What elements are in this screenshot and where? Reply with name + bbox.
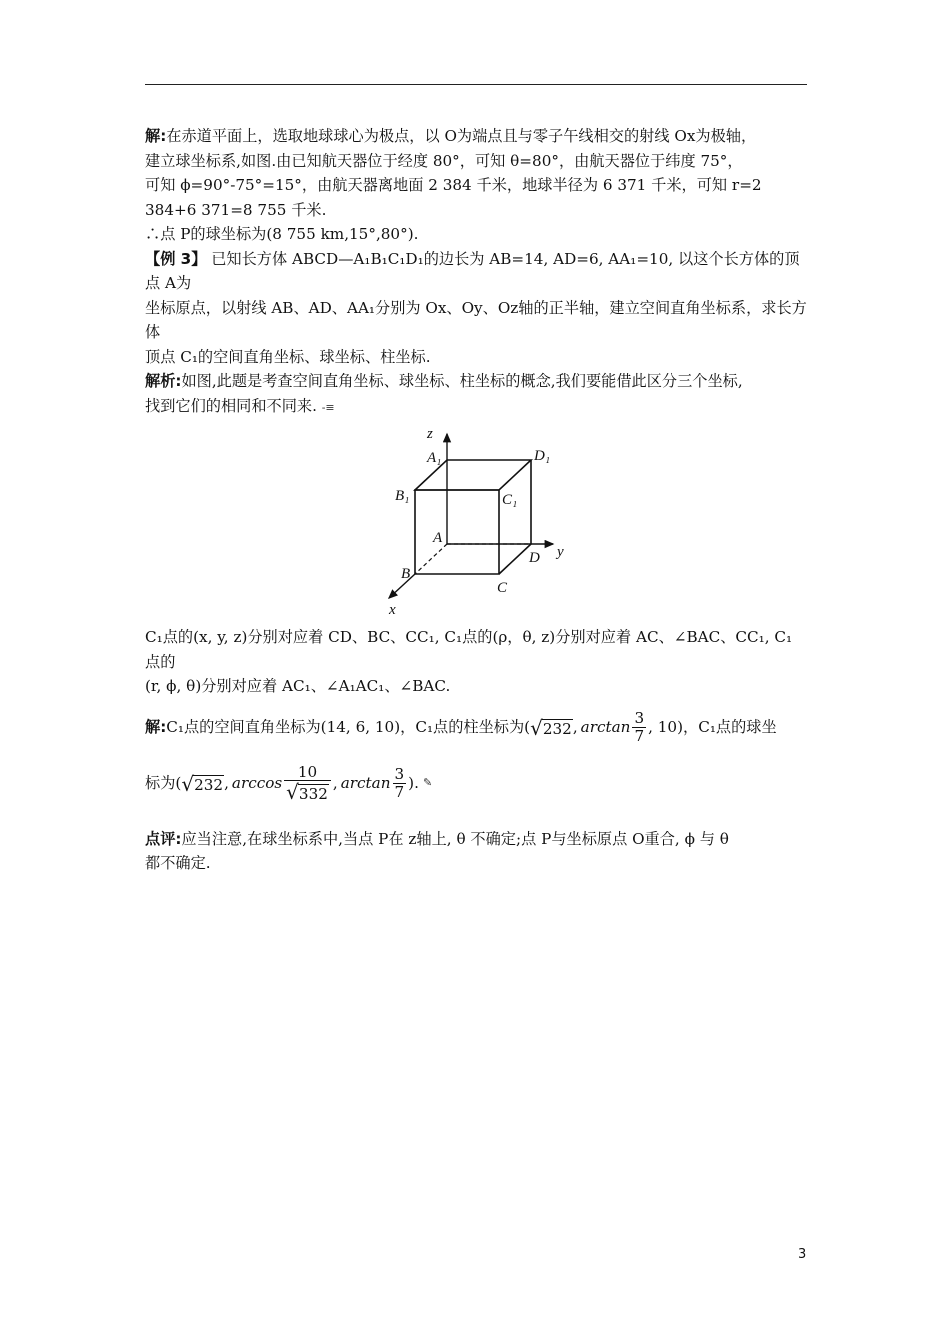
label-D: D	[529, 550, 540, 566]
solution-label: 解:	[145, 127, 167, 145]
label-C: C	[497, 580, 508, 596]
solution1-conclusion: ∴点 P的球坐标为(8 755 km,15°,80°).	[145, 225, 419, 243]
label-A: A	[433, 530, 443, 546]
fraction-3-7-a: $\frac{3}{7}$	[634, 708, 645, 745]
sqrt-232-a: √ 232	[530, 715, 572, 740]
edit-mark: -≡	[321, 400, 335, 414]
solution2-line2: 标为( √ 232 , arccos 10 √ 332 , arctan $\frac{3}{7}$ ). ✎	[145, 762, 433, 805]
solution1-line1: 解:在赤道平面上，选取地球球心为极点，以 O为端点且与零子午线相交的射线 Ox为极轴，	[145, 127, 757, 145]
comment-label: 点评:	[145, 829, 182, 848]
page-content	[145, 124, 807, 876]
comment-line1: 点评:应当注意,在球坐标系中,当点 P在 z轴上, θ 不确定;点 P与坐标原点 O重合, ϕ 与 θ	[145, 829, 729, 848]
sqrt-232-b: √ 232	[181, 771, 224, 796]
pen-mark: ✎	[422, 776, 433, 790]
label-B1: B₁	[395, 488, 410, 504]
front-face	[415, 490, 499, 574]
header-rule	[145, 84, 807, 85]
correspondence-line1: C₁点的(x, y, z)分别对应着 CD、BC、CC₁, C₁点的(ρ，θ, z)分别对应着 AC、∠BAC、CC₁, C₁点的	[145, 628, 793, 671]
analysis-line1: 解析:如图,此题是考查空间直角坐标、球坐标、柱坐标的概念,我们要能借此区分三个坐标,	[145, 372, 743, 390]
correspondence-line2: (r, ϕ, θ)分别对应着 AC₁、∠A₁AC₁、∠BAC.	[145, 677, 451, 695]
solution1-line4: 384+6 371=8 755 千米.	[145, 200, 327, 219]
label-D1: D₁	[534, 448, 551, 464]
comment-line2: 都不确定.	[145, 854, 211, 872]
solution1-line2: 建立球坐标系,如图.由已知航天器位于经度 80°，可知 θ=80°，由航天器位于纬度 75°，	[145, 151, 743, 170]
example3-line1: 【例 3】 已知长方体 ABCD—A₁B₁C₁D₁的边长为 AB=14, AD=6, AA₁=10, 以这个长方体的顶点 A为	[145, 249, 800, 292]
page-number: 3	[798, 1247, 807, 1262]
cuboid-figure	[381, 426, 566, 621]
example3-line3: 顶点 C₁的空间直角坐标、球坐标、柱坐标.	[145, 347, 431, 366]
analysis-line2: 找到它们的相同和不同来. -≡	[145, 396, 335, 415]
example3-line2: 坐标原点，以射线 AB、AD、AA₁分别为 Ox、Oy、Oz轴的正半轴，建立空间直角坐标系，求长方体	[145, 298, 807, 341]
label-z: z	[427, 426, 433, 442]
label-x: x	[389, 602, 396, 618]
edge-DC	[499, 544, 531, 574]
fraction-10-sqrt332: 10 √ 332	[284, 765, 331, 803]
analysis-label: 解析:	[145, 372, 182, 390]
solution1-line3: 可知 ϕ=90°-75°=15°，由航天器离地面 2 384 千米，地球半径为 6 371 千米，可知 r=2	[145, 176, 762, 194]
solution2-line1: 解: C₁点的空间直角坐标为(14, 6, 10)，C₁点的柱坐标为( √ 232 , arctan $\frac{3}{7}$ , 10)，C₁点的球坐	[145, 708, 777, 745]
example-label: 【例 3】	[145, 249, 207, 268]
x-axis-dashed	[415, 544, 447, 574]
label-C1: C₁	[502, 492, 518, 508]
fraction-3-7-b: $\frac{3}{7}$	[394, 764, 405, 801]
label-A1: A₁	[427, 450, 442, 466]
solution2-label: 解:	[145, 718, 167, 737]
label-B: B	[401, 566, 411, 582]
label-y: y	[557, 544, 564, 560]
